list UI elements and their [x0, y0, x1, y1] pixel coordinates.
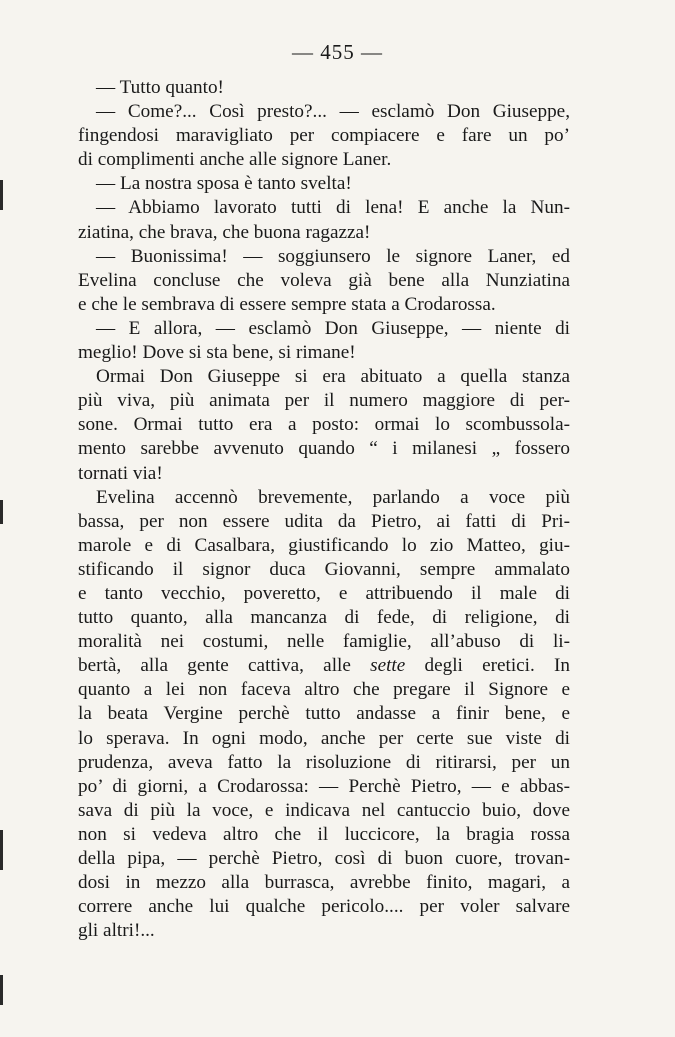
text-line: Evelina concluse che voleva già bene alla Nunziatina	[78, 269, 570, 291]
text-line: lo sperava. In ogni modo, anche per certe sue viste di	[78, 727, 570, 749]
text-line: più viva, più animata per il numero maggiore di per-	[78, 390, 570, 412]
text-line: — Buonissima! — soggiunsero le signore Laner, ed	[96, 245, 570, 267]
text-line: e tanto vecchio, poveretto, e attribuendo il male di	[78, 582, 570, 604]
text-line: sava di più la voce, e indicava nel cantuccio buio, dove	[78, 799, 570, 821]
text-line: Evelina accennò brevemente, parlando a voce più	[96, 486, 570, 508]
text-line: — La nostra sposa è tanto svelta!	[96, 173, 352, 195]
text-line: — Abbiamo lavorato tutti di lena! E anche la Nun-	[96, 197, 570, 219]
text-line: mento sarebbe avvenuto quando “ i milanesi „ fossero	[78, 438, 570, 460]
text-line: stificando il signor duca Giovanni, sempre ammalato	[78, 558, 570, 580]
text-fragment: degli eretici. In	[405, 655, 571, 677]
text-fragment: bertà, alla gente cattiva, alle	[78, 655, 351, 677]
binding-edge-mark	[0, 500, 3, 524]
text-line: della pipa, — perchè Pietro, così di buon cuore, trovan-	[78, 848, 570, 869]
text-line	[78, 654, 570, 678]
text-line: Ormai Don Giuseppe si era abituato a quella stanza	[96, 366, 570, 388]
text-line: po’ di giorni, a Crodarossa: — Perchè Pietro, — e abbas-	[78, 775, 570, 797]
text-line: non si vedeva altro che il luccicore, la bragia rossa	[78, 823, 570, 845]
text-line: marole e di Casalbara, giustificando lo zio Matteo, giu-	[78, 534, 570, 556]
text-line: di complimenti anche alle signore Laner.	[78, 149, 392, 171]
binding-edge-mark	[0, 830, 3, 870]
binding-edge-mark	[0, 975, 3, 1005]
page-number: — 455 —	[292, 40, 383, 64]
text-line: sone. Ormai tutto era a posto: ormai lo scombussola-	[78, 414, 570, 436]
text-line: — Tutto quanto!	[96, 77, 224, 98]
binding-edge-mark	[0, 180, 3, 210]
text-line: meglio! Dove si sta bene, si rimane!	[78, 342, 356, 364]
text-line: tornati via!	[78, 462, 163, 484]
text-line: prudenza, aveva fatto la risoluzione di ritirarsi, per un	[78, 751, 570, 773]
text-line: bassa, per non essere udita da Pietro, ai fatti di Pri-	[78, 510, 570, 532]
text-line: quanto a lei non faceva altro che pregare il Signore e	[78, 679, 570, 701]
text-line: moralità nei costumi, nelle famiglie, all’abuso di li-	[78, 631, 570, 653]
text-line: tutto quanto, alla mancanza di fede, di religione, di	[78, 607, 570, 629]
text-line: e che le sembrava di essere sempre stata a Crodarossa.	[78, 293, 496, 315]
text-line: gli altri!...	[78, 920, 155, 942]
text-line: — E allora, — esclamò Don Giuseppe, — niente di	[96, 317, 570, 339]
text-line: — Come?... Così presto?... — esclamò Don Giuseppe,	[96, 101, 570, 123]
text-line: ziatina, che brava, che buona ragazza!	[78, 221, 371, 243]
text-line: correre anche lui qualche pericolo.... per voler salvare	[78, 896, 570, 918]
text-line: fingendosi maravigliato per compiacere e fare un po’	[78, 125, 570, 147]
text-line: dosi in mezzo alla burrasca, avrebbe finito, magari, a	[78, 872, 570, 894]
body-text	[78, 76, 570, 943]
text-line: la beata Vergine perchè tutto andasse a finir bene, e	[78, 703, 570, 725]
italic-word: sette	[370, 655, 406, 677]
